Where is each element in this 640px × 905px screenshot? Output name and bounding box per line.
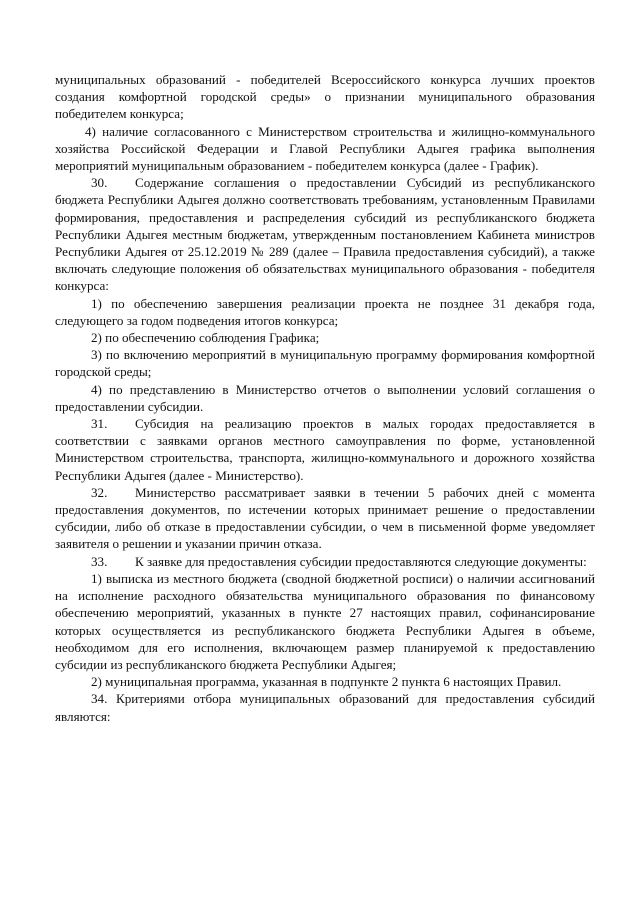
document-page [55, 71, 595, 725]
paragraph-34 [55, 690, 595, 724]
paragraph-text: К заявке для предоставления субсидии предоставляются следующие документы: [135, 553, 587, 569]
paragraph-number: 33. [91, 553, 108, 569]
paragraph-30 [55, 174, 595, 294]
paragraph-33 [55, 553, 595, 570]
paragraph-number: 30. [91, 175, 108, 191]
paragraph-32 [55, 484, 595, 553]
paragraph-text: муниципальных образований - победителей Всероссийского конкурса лучших проектов создания комфортной городской среды» о признании муниципального образования победителем конкурса; [55, 72, 595, 122]
paragraph-33-item-2 [55, 673, 595, 690]
paragraph-text: Содержание соглашения о предоставлении Субсидий из республиканского бюджета Республики Адыгея должно соответствовать требованиям, установленным Правилами формирования, предоставления и распределения субсидий из республиканского бюджета Республики Адыгея местным бюджетам, утвержденным постановлением Кабинета министров Республики Адыгея от 25.12.2019 № 289 (далее – Правила предоставления субсидий), а также включать следующие положения об обязательствах муниципального образования - победителя конкурса: [55, 175, 595, 294]
paragraph-30-item-1 [55, 295, 595, 329]
paragraph-text: 4) по представлению в Министерство отчетов о выполнении условий соглашения о предоставлении субсидии. [55, 381, 595, 414]
paragraph-30-item-2 [55, 329, 595, 346]
paragraph-text: 1) выписка из местного бюджета (сводной бюджетной росписи) о наличии ассигнований на исполнение расходного обязательства муниципального образования по финансовому обеспечению мероприятий, указанных в пункте 27 настоящих правил, софинансирование которых осуществляется из республиканского бюджета Республики Адыгея в объеме, необходимом для его исполнения, включающем размер планируемой к предоставлению субсидии из республиканского бюджета Республики Адыгея; [55, 570, 595, 672]
paragraph-33-item-1 [55, 570, 595, 673]
paragraph-text: 3) по включению мероприятий в муниципальную программу формирования комфортной городской среды; [55, 347, 595, 380]
paragraph-text: Министерство рассматривает заявки в течении 5 рабочих дней с момента предоставления документов, по истечении которых принимает решение о предоставлении субсидии, либо об отказе в предоставлении субсидии, о чем в письменной форме уведомляет заявителя о решении и указании причин отказа. [55, 484, 595, 552]
paragraph-number: 31. [91, 416, 108, 432]
paragraph-text: 1) по обеспечению завершения реализации проекта не позднее 31 декабря года, следующего за годом подведения итогов конкурса; [55, 295, 595, 328]
paragraph-item-4 [55, 123, 595, 175]
paragraph-30-item-4 [55, 381, 595, 415]
paragraph-text: 34. Критериями отбора муниципальных образований для предоставления субсидий являются: [55, 691, 595, 724]
paragraph-text: 4) наличие согласованного с Министерством строительства и жилищно-коммунального хозяйства Российской Федерации и Главой Республики Адыгея графика выполнения мероприятий муниципальным образованием - победителем конкурса (далее - График). [55, 123, 595, 174]
paragraph-text: 2) муниципальная программа, указанная в подпункте 2 пункта 6 настоящих Правил. [91, 674, 562, 690]
paragraph-31 [55, 415, 595, 484]
paragraph-30-item-3 [55, 346, 595, 380]
paragraph-text: Субсидия на реализацию проектов в малых городах предоставляется в соответствии с заявками органов местного самоуправления по форме, установленной Министерством строительства, транспорта, жилищно-коммунального и дорожного хозяйства Республики Адыгея (далее - Министерство). [55, 416, 595, 483]
paragraph-continuation [55, 71, 595, 123]
paragraph-text: 2) по обеспечению соблюдения Графика; [91, 330, 320, 346]
paragraph-number: 32. [91, 484, 108, 500]
